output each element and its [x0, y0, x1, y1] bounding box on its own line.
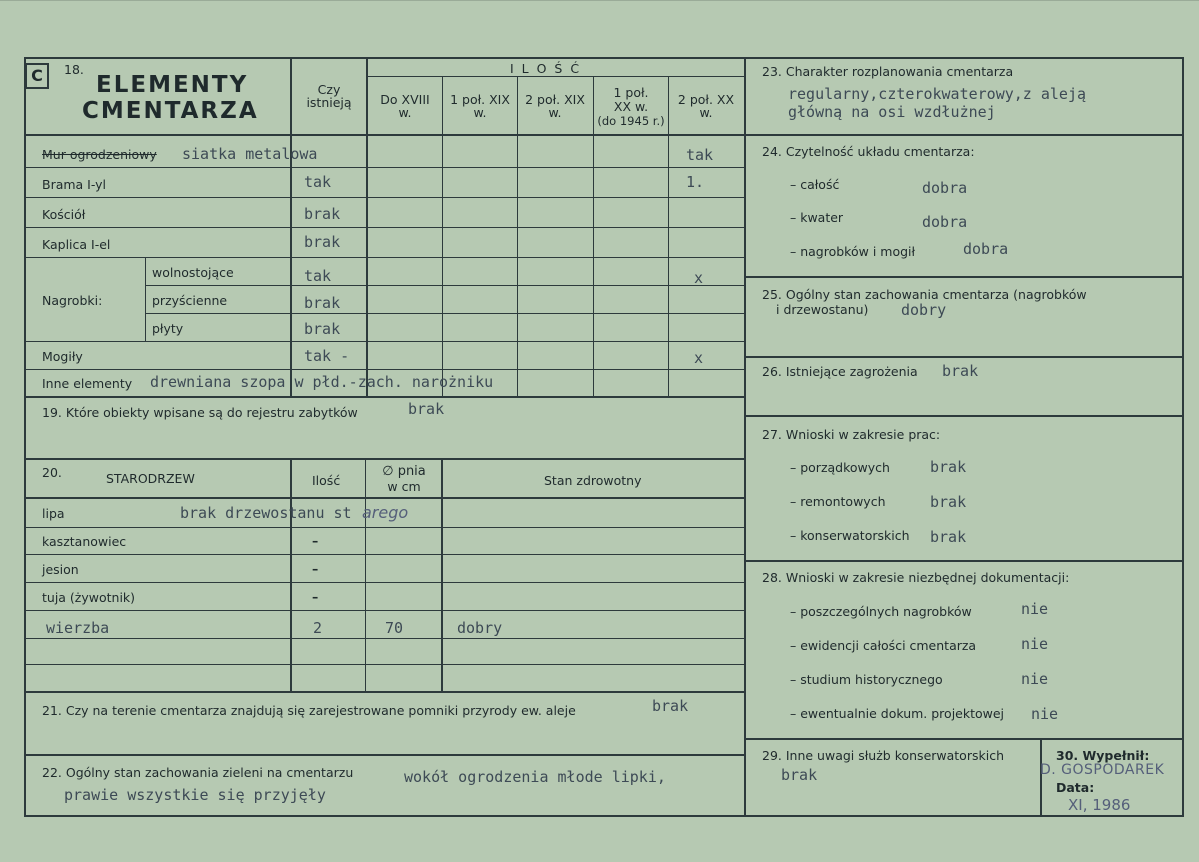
s23-label: 23. Charakter rozplanowania cmentarza	[762, 64, 1014, 79]
s28-item-projektowej: – ewentualnie dokum. projektowej	[790, 706, 1005, 721]
s26-value: brak	[942, 362, 979, 380]
nagrobki-label: Nagrobki:	[42, 293, 103, 308]
kosciol-value: brak	[304, 205, 341, 223]
s27-item-konserwatorskich: – konserwatorskich	[790, 528, 910, 543]
tree-row-line	[24, 582, 744, 583]
s27-item-porzadkowych: – porządkowych	[790, 460, 890, 475]
s24-top	[744, 134, 1184, 136]
s20-title: STARODRZEW	[106, 471, 195, 486]
s19-value: brak	[408, 400, 445, 418]
row-label-kaplica: Kaplica I-el	[42, 237, 111, 252]
frame-right	[1182, 57, 1184, 817]
s29-top	[744, 738, 1184, 740]
tree-row-line	[24, 527, 744, 528]
s22-top	[24, 754, 744, 756]
section-letter-box: C	[25, 63, 49, 89]
tuja-ilosc: –	[312, 589, 319, 604]
s30-label: 30. Wypełnił:	[1056, 748, 1150, 763]
row-label-kosciol: Kościół	[42, 207, 86, 222]
kasztanowiec-ilosc: –	[312, 533, 319, 548]
s28-item-ewidencji: – ewidencji całości cmentarza	[790, 638, 977, 653]
tree-row-line	[24, 554, 744, 555]
s26-top	[744, 356, 1184, 358]
wolnostojace-20c: x	[694, 269, 704, 287]
row-line	[145, 285, 744, 286]
tree-name-kasztanowiec: kasztanowiec	[42, 534, 127, 549]
col-ilosc-header: I L O Ś Ć	[510, 61, 582, 76]
row-line	[24, 369, 744, 370]
col-4-header-1: 1 poł.	[613, 85, 649, 100]
tree-row-line	[24, 610, 744, 611]
s24-item-kwater: – kwater	[790, 210, 844, 225]
col-5-header: 2 poł. XX w.	[677, 92, 735, 120]
plyty-value: brak	[304, 320, 341, 338]
frame-bottom	[24, 815, 1184, 817]
kaplica-value: brak	[304, 233, 341, 251]
lipa-note-typed: brak drzewostanu st	[180, 504, 352, 522]
tree-name-tuja: tuja (żywotnik)	[42, 590, 136, 605]
s20-header-line	[24, 497, 744, 499]
s25-label-2: i drzewostanu)	[776, 302, 869, 317]
col-4-header-3: (do 1945 r.)	[597, 114, 665, 128]
s19-label: 19. Które obiekty wpisane są do rejestru zabytków	[42, 405, 358, 420]
s21-label: 21. Czy na terenie cmentarza znajdują się zarejestrowane pomniki przyrody ew. aleje	[42, 703, 576, 718]
s27-value-porzadkowych: brak	[930, 458, 967, 476]
row-line	[24, 167, 744, 168]
col-3-header: 2 poł. XIX w.	[525, 92, 585, 120]
s24-value-kwater: dobra	[922, 213, 968, 231]
mogily-20c: x	[694, 349, 704, 367]
nagrobki-divider	[145, 257, 146, 341]
s18-col-3	[517, 76, 518, 397]
s28-value-ewidencji: nie	[1021, 635, 1049, 653]
s21-top	[24, 691, 744, 693]
row-line	[24, 341, 744, 342]
col-2-header: 1 poł. XIX w.	[450, 92, 510, 120]
s18-col-5	[668, 76, 669, 397]
row-line	[24, 257, 744, 258]
brama-value: tak	[304, 173, 332, 191]
inne-value: drewniana szopa w płd.-zach. narożniku	[150, 373, 494, 391]
tree-row-line	[24, 664, 744, 665]
jesion-ilosc: –	[312, 561, 319, 576]
s18-title-2: CMENTARZA	[82, 98, 259, 124]
s18-number: 18.	[64, 62, 84, 77]
s20-col-ilosc	[290, 458, 292, 692]
s24-value-nagrobkow: dobra	[963, 240, 1009, 258]
s22-value-2: prawie wszystkie się przyjęły	[64, 786, 326, 804]
s20-top	[24, 458, 744, 460]
s29-value: brak	[781, 766, 818, 784]
mur-value: siatka metalowa	[182, 145, 318, 163]
s27-value-konserwatorskich: brak	[930, 528, 967, 546]
row-label-inne: Inne elementy	[42, 376, 133, 391]
row-label-brama: Brama I-yl	[42, 177, 107, 192]
row-label-przyscienne: przyścienne	[152, 293, 228, 308]
frame-left	[24, 57, 26, 817]
row-label-plyty: płyty	[152, 321, 184, 336]
s30-name: D. GOSPODAREK	[1040, 762, 1165, 778]
col-4-header-2: XX w.	[613, 99, 649, 114]
s20-pnia-header-1: ∅ pnia	[382, 464, 426, 479]
s20-pnia-header-2: w cm	[387, 479, 421, 494]
s18-ilosc-line	[367, 76, 744, 77]
frame-top	[24, 57, 1184, 59]
s28-item-studium: – studium historycznego	[790, 672, 943, 687]
s30-data: XI, 1986	[1068, 796, 1131, 814]
s18-title-1: ELEMENTY	[96, 72, 249, 98]
s18-col-2	[442, 76, 443, 397]
row-label-wolnostojace: wolnostojące	[152, 265, 234, 280]
s24-value-calosc: dobra	[922, 179, 968, 197]
tree-name-lipa: lipa	[42, 506, 65, 521]
s25-value: dobry	[901, 301, 947, 319]
s28-item-nagrobkow: – poszczególnych nagrobków	[790, 604, 972, 619]
s22-label: 22. Ogólny stan zachowania zieleni na cmentarzu	[42, 765, 354, 780]
col-1-header: Do XVIII w.	[380, 92, 430, 120]
s23-value-2: główną na osi wzdłużnej	[788, 103, 996, 121]
s18-header-line	[24, 134, 744, 136]
s22-value-1: wokół ogrodzenia młode lipki,	[404, 768, 666, 786]
s25-top	[744, 276, 1184, 278]
s24-label: 24. Czytelność układu cmentarza:	[762, 144, 975, 159]
tree-row-line	[24, 638, 744, 639]
s20-number: 20.	[42, 465, 62, 480]
s27-value-remontowych: brak	[930, 493, 967, 511]
row-line	[24, 227, 744, 228]
s24-item-nagrobkow: – nagrobków i mogił	[790, 244, 916, 259]
s27-label: 27. Wnioski w zakresie prac:	[762, 427, 941, 442]
s20-col-pnia	[365, 458, 366, 692]
s20-stan-header: Stan zdrowotny	[544, 473, 642, 488]
wierzba-ilosc: 2	[313, 619, 323, 637]
s28-label: 28. Wnioski w zakresie niezbędnej dokumentacji:	[762, 570, 1070, 585]
mogily-value: tak -	[304, 347, 350, 365]
s27-item-remontowych: – remontowych	[790, 494, 886, 509]
tree-name-wierzba: wierzba	[46, 619, 110, 637]
s30-data-label: Data:	[1056, 780, 1095, 795]
przyscienne-value: brak	[304, 294, 341, 312]
brama-20c: 1.	[686, 173, 705, 191]
lipa-note-handwritten: arego	[362, 503, 409, 522]
s28-value-projektowej: nie	[1031, 705, 1059, 723]
s19-top	[24, 396, 744, 398]
s27-top	[744, 415, 1184, 417]
s28-top	[744, 560, 1184, 562]
wierzba-stan: dobry	[457, 619, 503, 637]
s20-ilosc-header: Ilość	[312, 473, 341, 488]
row-label-mogily: Mogiły	[42, 349, 83, 364]
frame-middle	[744, 57, 746, 817]
mur-20c: tak	[686, 146, 714, 164]
s28-value-studium: nie	[1021, 670, 1049, 688]
tree-name-jesion: jesion	[42, 562, 79, 577]
row-label-mur: Mur ogrodzeniowy	[42, 147, 157, 162]
s20-col-stan	[441, 458, 443, 692]
wolnostojace-value: tak	[304, 267, 332, 285]
s29-label: 29. Inne uwagi służb konserwatorskich	[762, 748, 1004, 763]
s24-item-calosc: – całość	[790, 177, 840, 192]
col-czy-header: Czy istnieją	[306, 82, 352, 110]
s26-label: 26. Istniejące zagrożenia	[762, 364, 918, 379]
s25-label-1: 25. Ogólny stan zachowania cmentarza (nagrobków	[762, 287, 1087, 302]
row-line	[24, 197, 744, 198]
s21-value: brak	[652, 697, 689, 715]
row-line	[145, 313, 744, 314]
s28-value-nagrobkow: nie	[1021, 600, 1049, 618]
s23-value-1: regularny,czterokwaterowy,z aleją	[788, 85, 1087, 103]
wierzba-pnia: 70	[385, 619, 404, 637]
